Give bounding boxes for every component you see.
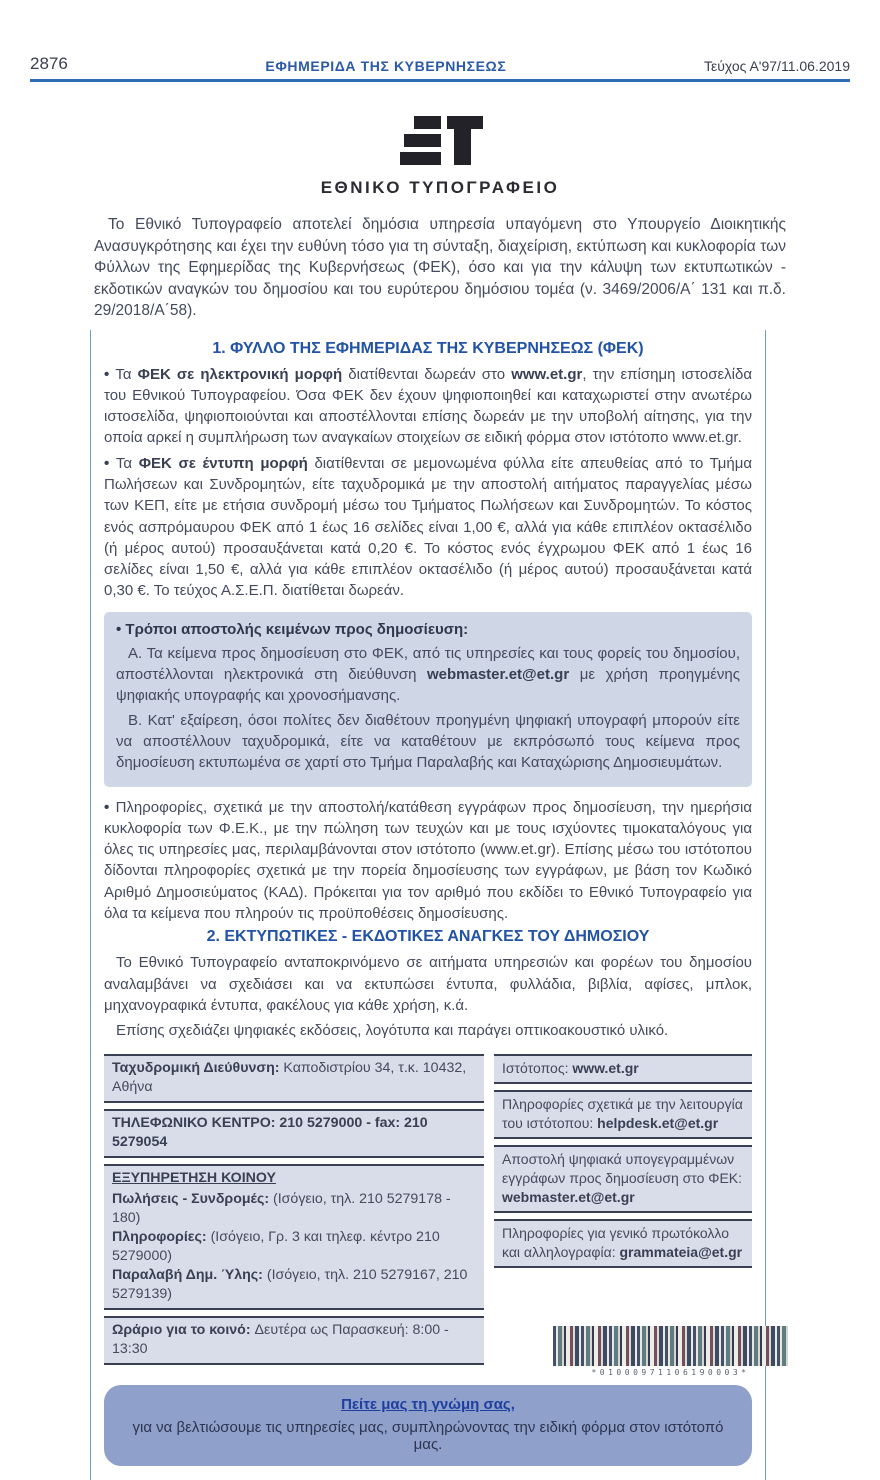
sales-subscriptions-line: Πωλήσεις - Συνδρομές: (Ισόγειο, τηλ. 210 5279178 - 180) — [112, 1190, 451, 1226]
section-2-title: 2. ΕΚΤΥΠΩΤΙΚΕΣ - ΕΚΔΟΤΙΚΕΣ ΑΝΑΓΚΕΣ ΤΟΥ ΔΗΜΟΣΙΟΥ — [206, 928, 650, 946]
contact-table — [104, 1054, 752, 1371]
phone-center-row: ΤΗΛΕΦΩΝΙΚΟ ΚΕΝΤΡΟ: 210 5279000 - fax: 210 5279054 — [104, 1109, 484, 1158]
gazette-title: ΕΦΗΜΕΡΙΔΑ ΤΗΣ ΚΥΒΕΡΝΗΣΕΩΣ — [265, 58, 507, 74]
contact-column-left — [104, 1054, 484, 1371]
feedback-link[interactable]: Πείτε μας τη γνώμη σας, — [341, 1395, 515, 1413]
issue-info: Τεύχος Α'97/11.06.2019 — [703, 58, 850, 74]
grammateia-row: Πληροφορίες για γενικό πρωτόκολλο και αλληλογραφία: grammateia@et.gr — [494, 1219, 752, 1268]
material-receipt-line: Παραλαβή Δημ. Ύλης: (Ισόγειο, τηλ. 210 5279167, 210 5279139) — [112, 1266, 468, 1302]
section-1-paragraph-electronic: • Τα ΦΕΚ σε ηλεκτρονική μορφή διατίθενται δωρεάν στο www.et.gr, την επίσημη ιστοσελίδα του Εθνικού Τυπογραφείου. Όσα ΦΕΚ δεν έχουν ψηφιοποιηθεί και καταχωριστεί στην ανωτέρω ιστοσελίδα, ψηφιοποιούνται και αποστέλλονται επίσης δωρεάν με την υποβολή αίτησης, για την οποία αρκεί η συμπλήρωση των αναγκαίων στοιχείων σε ειδική φόρμα στον ιστότοπο www.et.gr. — [104, 364, 752, 449]
feedback-box — [104, 1385, 752, 1466]
intro-paragraph: Το Εθνικό Τυπογραφείο αποτελεί δημόσια υπηρεσία υπαγόμενη στο Υπουργείο Διοικητικής Ανασυγκρότησης και έχει την ευθύνη τόσο για τη σύνταξη, διαχείριση, εκτύπωση και κυκλοφορία των Φύλλων της Εφημερίδας της Κυβερνήσεως (ΦΕΚ), όσο και για την κάλυψη των εκτυπωτικών - εκδοτικών αναγκών του δημοσίου και του ευρύτερου δημόσιου τομέα (ν. 3469/2006/Α΄ 131 και π.δ. 29/2018/Α΄58). — [94, 216, 786, 319]
submission-methods-title: • Τρόποι αποστολής κειμένων προς δημοσίευση: — [116, 621, 740, 638]
page-number: 2876 — [30, 54, 68, 73]
barcode-block — [553, 1326, 788, 1377]
postal-address-row: Ταχυδρομική Διεύθυνση: Καποδιστρίου 34, τ.κ. 10432, Αθήνα — [104, 1054, 484, 1103]
submission-method-a: Α. Τα κείμενα προς δημοσίευση στο ΦΕΚ, από τις υπηρεσίες και τους φορείς του δημοσίου, αποστέλλονται ηλεκτρονικά στη διεύθυνση webmaster.et@et.gr με χρήση προηγμένης ψηφιακής υπογραφής και χρονοσήμανσης. — [116, 644, 740, 705]
submission-methods-box — [104, 612, 752, 787]
main-content-box — [90, 330, 766, 1480]
webmaster-row: Αποστολή ψηφιακά υπογεγραμμένων εγγράφων προς δημοσίευση στο ΦΕΚ: webmaster.et@et.gr — [494, 1145, 752, 1213]
section-2-paragraph-1: Το Εθνικό Τυπογραφείο ανταποκρινόμενο σε αιτήματα υπηρεσιών και φορέων του δημοσίου αναλαμβάνει να σχεδιάσει και να εκτυπώσει έντυπα, φυλλάδια, βιβλία, αφίσες, μπλοκ, μηχανογραφικά έντυπα, φακέλους για κάθε χρήση, κ.ά. — [104, 954, 752, 1014]
gazette-page — [0, 54, 880, 1453]
public-service-row — [104, 1164, 484, 1310]
submission-method-b: Β. Κατ' εξαίρεση, όσοι πολίτες δεν διαθέτουν προηγμένη ψηφιακή υπογραφή μπορούν είτε να αποστέλλουν ταχυδρομικά, είτε να καταθέτουν με εκπρόσωπό τους κείμενα προς δημοσίευση εκτυπωμένα σε χαρτί στο Τμήμα Παραλαβής και Καταχώρισης Δημοσιευμάτων. — [116, 711, 740, 772]
section-1-title: 1. ΦΥΛΛΟ ΤΗΣ ΕΦΗΜΕΡΙΔΑΣ ΤΗΣ ΚΥΒΕΡΝΗΣΕΩΣ (ΦΕΚ) — [212, 339, 644, 357]
logo-block — [0, 116, 880, 198]
page-header — [30, 54, 850, 82]
barcode-digits: *01000971106190003* — [591, 1368, 750, 1377]
opening-hours-row: Ωράριο για το κοινό: Δευτέρα ως Παρασκευή: 8:00 - 13:30 — [104, 1316, 484, 1365]
barcode-icon — [553, 1326, 788, 1366]
contact-column-right — [494, 1054, 752, 1371]
section-1-paragraph-info: • Πληροφορίες, σχετικά με την αποστολή/κατάθεση εγγράφων προς δημοσίευση, την ημερήσια κυκλοφορία των Φ.Ε.Κ., με την πώληση των τευχών και με τους ισχύοντες τιμοκαταλόγους για όλες τις υπηρεσίες μας, περιλαμβάνονται στον ιστότοπο (www.et.gr). Επίσης μέσω του ιστότοπου δίδονται πληροφορίες σχετικά με την πορεία δημοσίευσης των εγγράφων, με βάση τον Κωδικό Αριθμό Δημοσιεύματος (ΚΑΔ). Πρόκειται για τον αριθμό που εκδίδει το Εθνικό Τυπογραφείο για όλα τα κείμενα που πληρούν τις προϋποθέσεις δημοσίευσης. — [104, 797, 752, 925]
section-1-paragraph-print: • Τα ΦΕΚ σε έντυπη μορφή διατίθενται σε μεμονωμένα φύλλα είτε απευθείας από το Τμήμα Πωλήσεων και Συνδρομητών, είτε ταχυδρομικά με την αποστολή αιτήματος παραγγελίας μέσω των ΚΕΠ, είτε με ετήσια συνδρομή μέσω του Τμήματος Πωλήσεων και Συνδρομητών. Το κόστος ενός ασπρόμαυρου ΦΕΚ από 1 έως 16 σελίδες είναι 1,00 €, αλλά για κάθε επιπλέον οκτασέλιδο (ή μέρος αυτού) προσαυξάνεται κατά 0,20 €. Το κόστος ενός έγχρωμου ΦΕΚ από 1 έως 16 σελίδες είναι 1,50 €, αλλά για κάθε επιπλέον οκτασέλιδο (ή μέρος αυτού) προσαυξάνεται κατά 0,30 €. Το τεύχος Α.Σ.Ε.Π. διατίθεται δωρεάν. — [104, 453, 752, 602]
information-line: Πληροφορίες: (Ισόγειο, Γρ. 3 και τηλεφ. κέντρο 210 5279000) — [112, 1228, 440, 1264]
et-logo-icon — [392, 116, 488, 166]
section-2-paragraph-2: Επίσης σχεδιάζει ψηφιακές εκδόσεις, λογότυπα και παράγει οπτικοακουστικό υλικό. — [116, 1022, 669, 1040]
website-row: Ιστότοπος: www.et.gr — [494, 1054, 752, 1084]
public-service-title: ΕΞΥΠΗΡΕΤΗΣΗ ΚΟΙΝΟΥ — [112, 1169, 277, 1186]
feedback-text: για να βελτιώσουμε τις υπηρεσίες μας, συμπληρώνοντας την ειδική φόρμα στον ιστότοπό μας. — [132, 1418, 724, 1453]
helpdesk-row: Πληροφορίες σχετικά με την λειτουργία του ιστότοπου: helpdesk.et@et.gr — [494, 1090, 752, 1139]
logo-name: ΕΘΝΙΚΟ ΤΥΠΟΓΡΑΦΕΙΟ — [320, 178, 560, 197]
